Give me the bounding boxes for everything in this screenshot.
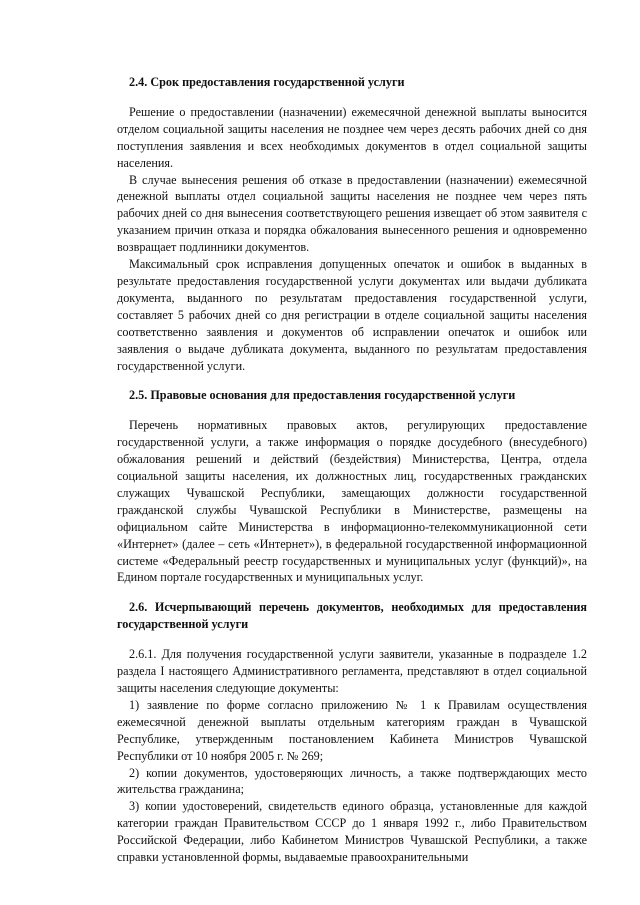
section-2-5-heading: 2.5. Правовые основания для предоставления государственной услуги xyxy=(129,388,516,403)
document-page xyxy=(117,74,587,866)
section-2-6-paragraph-1: 2.6.1. Для получения государственной услуги заявители, указанные в подразделе 1.2 раздела I настоящего Административного регламента, представляют в отдел социальной защиты населения следующие документы: xyxy=(117,647,587,695)
section-2-6-list-item-3: 3) копии удостоверений, свидетельств единого образца, установленные для каждой категории граждан Правительством СССР до 1 января 1992 г., либо Правительством Российской Федерации, либо Кабинетом Министров Чувашской Республики, а также справки установленной формы, выдаваемые правоохранительными xyxy=(117,799,587,865)
section-2-4-paragraph-3: Максимальный срок исправления допущенных опечаток и ошибок в выданных в результате предоставления государственной услуги документах или выдачи дубликата документа, выданного по результатам предоставления государственной услуги, составляет 5 рабочих дней со дня регистрации в отделе социальной защиты населения соответственно заявления и документов об исправлении опечаток и ошибок или заявления о выдаче дубликата документа, выданного по результатам предоставления государственной услуги. xyxy=(117,257,587,373)
section-2-4-paragraph-1: Решение о предоставлении (назначении) ежемесячной денежной выплаты выносится отделом социальной защиты населения не позднее чем через десять рабочих дней со дня поступления заявления и всех необходимых документов в отдел социальной защиты населения. xyxy=(117,104,587,170)
section-2-6-heading: 2.6. Исчерпывающий перечень документов, необходимых для предоставления государственной услуги xyxy=(117,600,587,632)
section-2-4-paragraph-2: В случае вынесения решения об отказе в предоставлении (назначении) ежемесячной денежной выплаты отдел социальной защиты населения не позднее чем через пять рабочих дней со дня вынесения соответствующего решения извещает об этом заявителя с указанием причин отказа и порядка обжалования вынесенного решения и одновременно возвращает подлинники документов. xyxy=(117,172,587,255)
section-2-6-list-item-1: 1) заявление по форме согласно приложению № 1 к Правилам осуществления ежемесячной денежной выплаты отдельным категориям граждан в Чувашской Республике, утвержденным постановлением Кабинета Министров Чувашской Республики от 10 ноября 2005 г. № 269; xyxy=(117,697,587,763)
section-2-6-list-item-2: 2) копии документов, удостоверяющих личность, а также подтверждающих место жительства гражданина; xyxy=(117,765,587,797)
section-2-5-paragraph-1: Перечень нормативных правовых актов, регулирующих предоставление государственной услуги, а также информация о порядке досудебного (внесудебного) обжалования решений и действий (бездействия) Министерства, Центра, отдела социальной защиты населения, их должностных лиц, государственных гражданских служащих Чувашской Республики, замещающих должности государственной гражданской службы Чувашской Республики в Министерстве, размещены на официальном сайте Министерства в информационно-телекоммуникационной сети «Интернет» (далее – сеть «Интернет»), в федеральной государственной информационной системе «Федеральный реестр государственных и муниципальных услуг (функций)», на Едином портале государственных и муниципальных услуг. xyxy=(117,418,587,585)
section-2-4-heading: 2.4. Срок предоставления государственной услуги xyxy=(129,75,405,89)
